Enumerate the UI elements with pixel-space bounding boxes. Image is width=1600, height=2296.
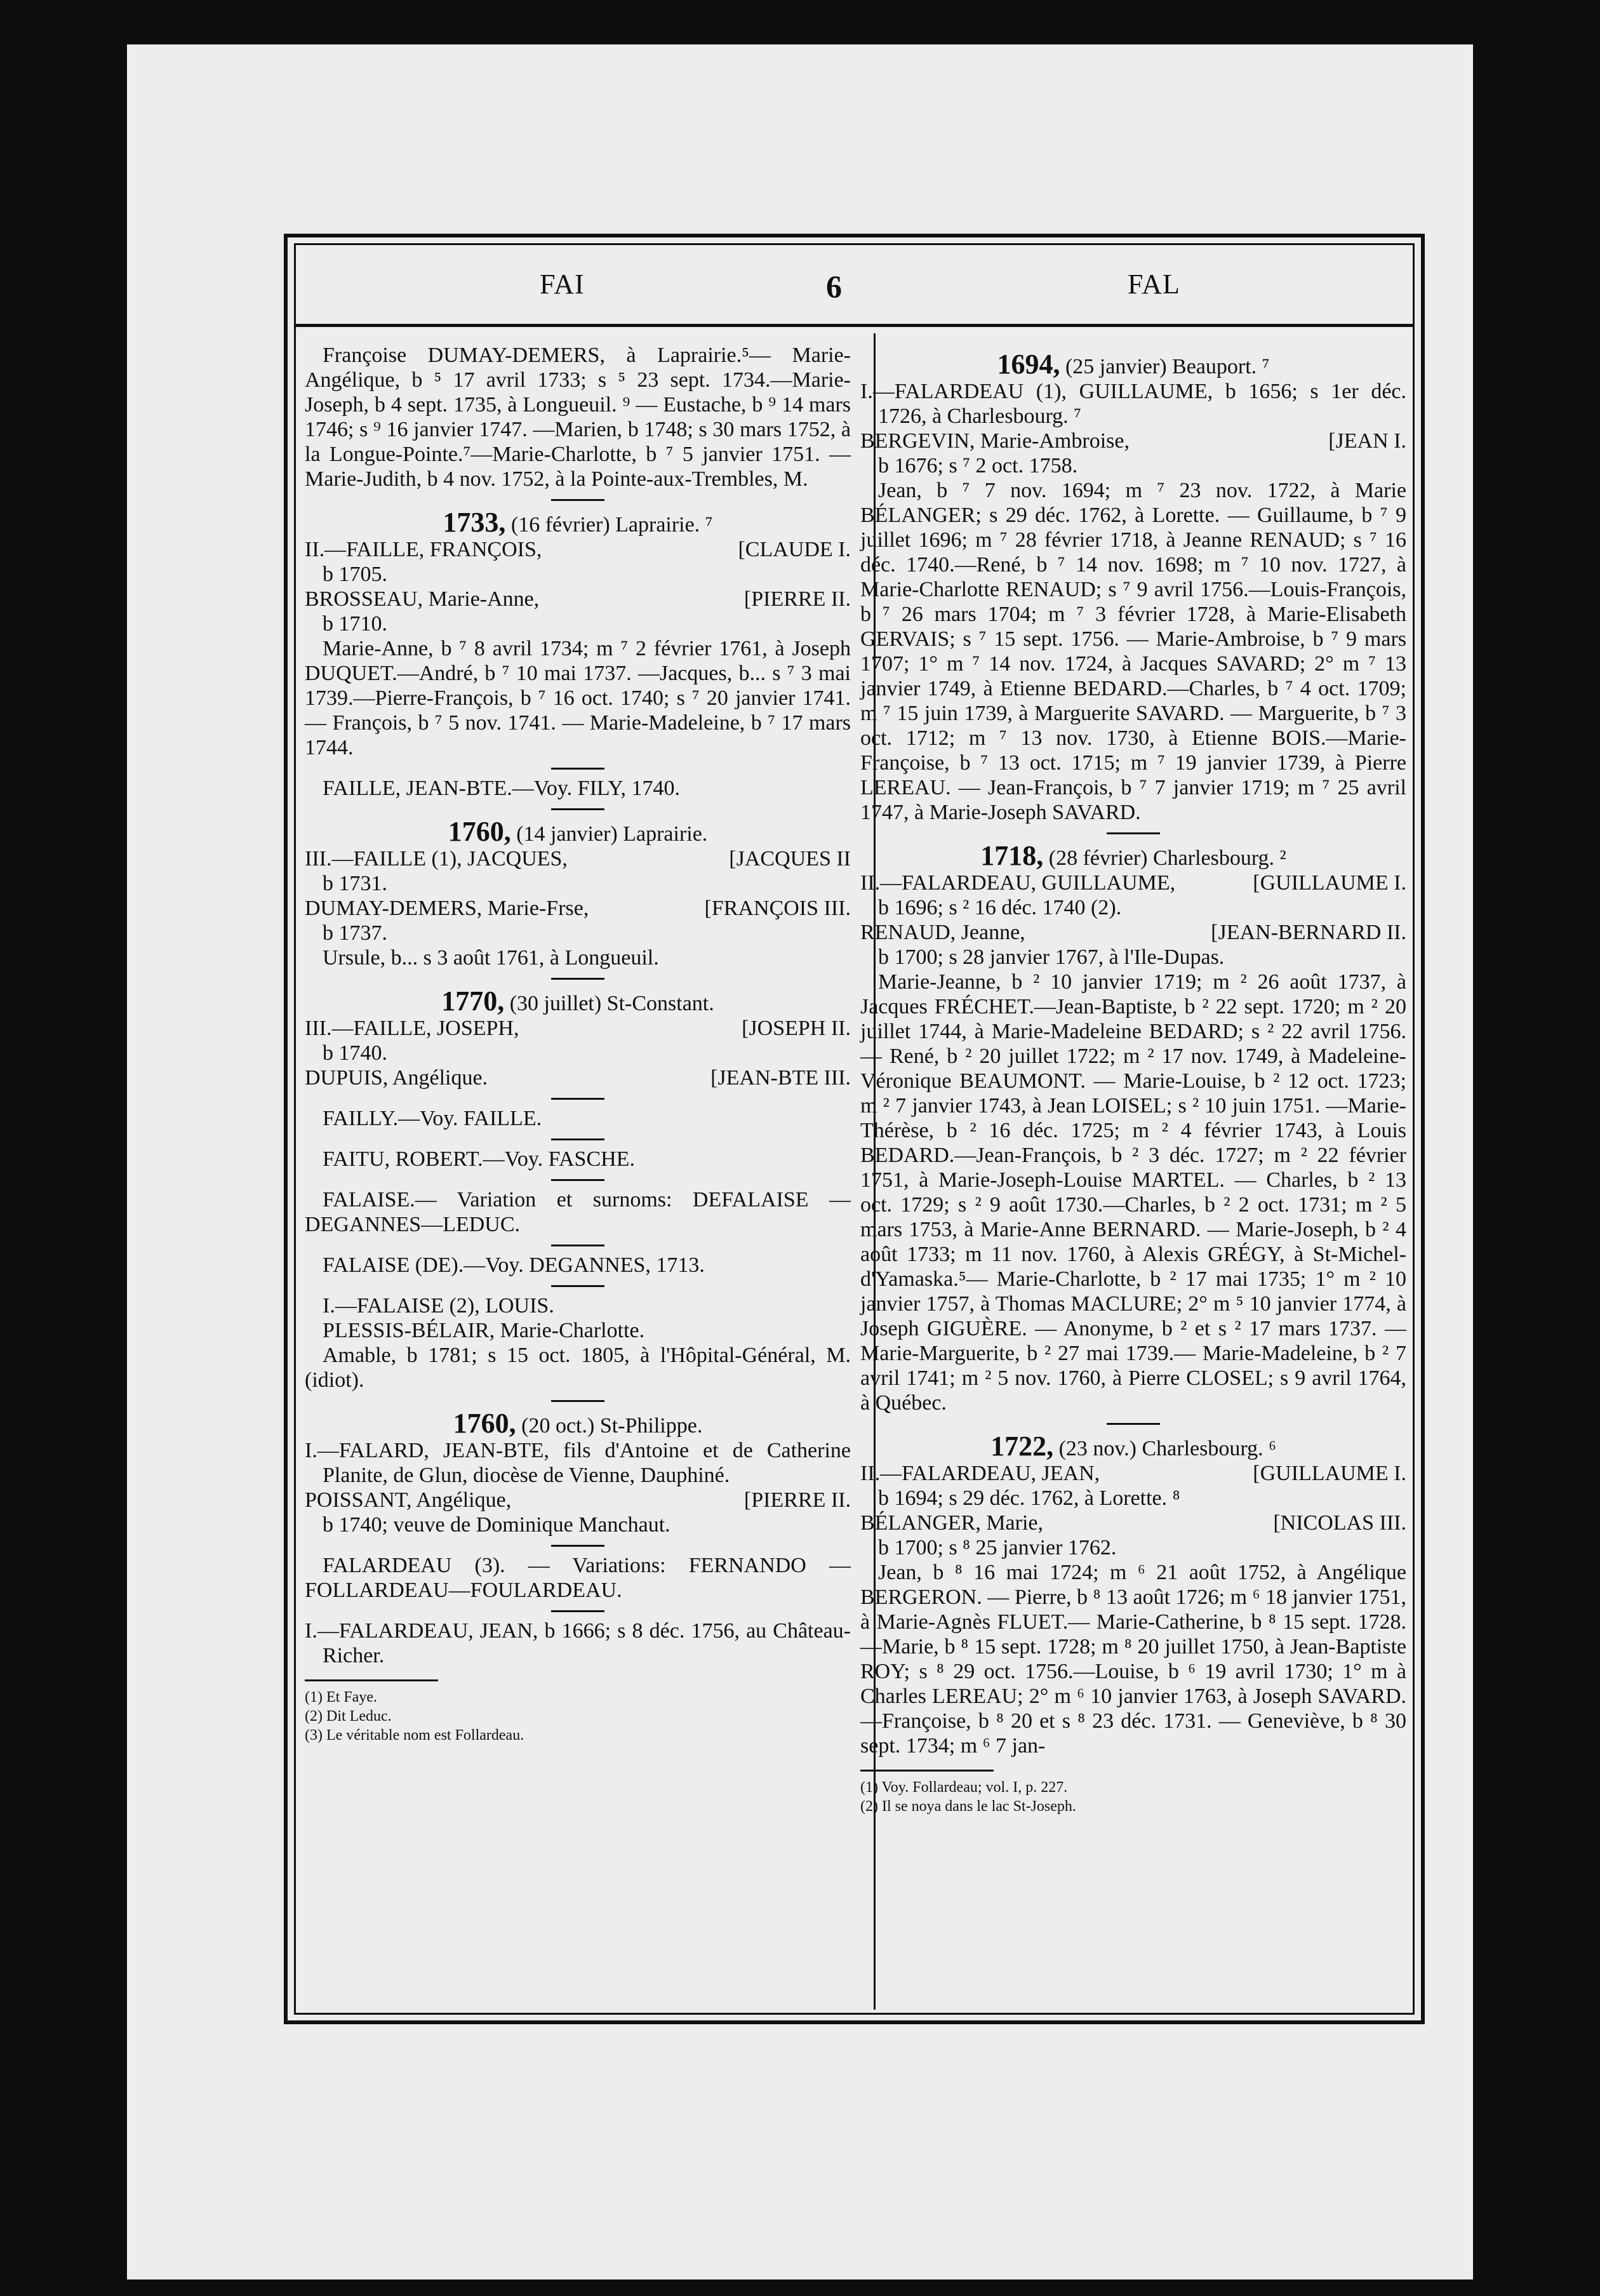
entry-paragraph: Marie-Anne, b ⁷ 8 avril 1734; m ⁷ 2 février 1761, à Joseph DUQUET.—André, b ⁷ 10 mai 1737. —Jacques, b... s ⁷ 3 mai 1739.—Pierre-François, b ⁷ 16 oct. 1740; s ⁷ 20 janvier 1741.— François, b ⁷ 5 nov. 1741. — Marie-Madeleine, b ⁷ 17 mars 1744. [305,637,851,759]
spouse-line [860,1511,1406,1535]
spouse-name: III.—FAILLE, JOSEPH, [305,1017,519,1040]
marriage-heading [860,349,1406,380]
marriage-year: 1733, [443,507,506,538]
entry-paragraph: I.—FALARDEAU, JEAN, b 1666; s 8 déc. 1756, au Château-Richer. [305,1619,851,1667]
entry-paragraph: I.—FALARD, JEAN-BTE, fils d'Antoine et de Catherine Planite, de Glun, diocèse de Vienne, Dauphiné. [305,1439,851,1487]
detail-line: b 1700; s 28 janvier 1767, à l'Ile-Dupas. [878,945,1225,969]
marriage-heading [305,816,851,847]
right-column [860,343,1406,1816]
detail-line: b 1731. [323,872,387,895]
parent-reference: [CLAUDE I. [738,538,851,561]
spouse-line [860,871,1406,895]
entry-separator [551,1545,604,1547]
detail-line: b 1700; s ⁸ 25 janvier 1762. [878,1536,1117,1559]
entry-paragraph: Jean, b ⁸ 16 mai 1724; m ⁶ 21 août 1752, à Angélique BERGERON. — Pierre, b ⁸ 13 août 1726; m ⁶ 18 janvier 1751, à Marie-Agnès FLUET.— Marie-Catherine, b ⁸ 15 sept. 1728.—Marie, b ⁸ 15 sept. 1728; m ⁸ 20 juillet 1750, à Jean-Baptiste ROY; s ⁸ 29 oct. 1756.—Louise, b ⁶ 19 avril 1730; 1° m à Charles LEREAU; 2° m ⁶ 10 janvier 1763, à Joseph SAVARD.—Françoise, b ⁸ 20 et s ⁸ 23 déc. 1731. — Geneviève, b ⁸ 30 sept. 1734; m ⁶ 7 jan- [860,1561,1406,1758]
entry-separator [551,808,604,810]
header-right-guide: FAL [1128,269,1180,300]
marriage-year: 1760, [453,1408,516,1439]
detail-line: b 1740; veuve de Dominique Manchaut. [323,1513,670,1537]
footnote: (1) Voy. Follardeau; vol. I, p. 227. [860,1779,1068,1796]
header-left-guide: FAI [540,269,585,300]
detail-line: b 1705. [323,563,387,586]
marriage-place: (30 juillet) St-Constant. [504,992,714,1015]
marriage-heading [860,1431,1406,1462]
marriage-place: (20 oct.) St-Philippe. [516,1414,703,1438]
spouse-line [860,429,1406,453]
spouse-name: BÉLANGER, Marie, [860,1511,1044,1535]
spouse-name: DUMAY-DEMERS, Marie-Frse, [305,897,589,920]
footnote: (2) Dit Leduc. [305,1708,392,1725]
entry-separator [551,1138,604,1140]
left-column-body [305,343,851,1668]
marriage-year: 1770, [441,985,505,1017]
marriage-place: (25 janvier) Beauport. ⁷ [1060,355,1270,378]
marriage-place: (28 février) Charlesbourg. ² [1043,846,1286,870]
left-footnotes [305,1688,851,1745]
entry-separator [551,1610,604,1612]
parent-reference: [FRANÇOIS III. [704,897,851,920]
detail-line: b 1740. [323,1041,387,1065]
page-number: 6 [826,269,843,304]
spouse-name: BERGEVIN, Marie-Ambroise, [860,429,1130,453]
entry-paragraph: I.—FALARDEAU (1), GUILLAUME, b 1656; s 1er déc. 1726, à Charlesbourg. ⁷ [860,380,1406,428]
entry-paragraph: FALAISE.— Variation et surnoms: DEFALAISE —DEGANNES—LEDUC. [305,1188,851,1236]
entry-separator [551,1179,604,1181]
marriage-place: (14 janvier) Laprairie. [510,822,708,846]
marriage-year: 1718, [980,840,1044,871]
marriage-year: 1694, [997,349,1060,380]
footnote: (3) Le véritable nom est Follardeau. [305,1727,524,1744]
entry-paragraph: I.—FALAISE (2), LOUIS. [323,1294,554,1318]
entry-separator [551,1400,604,1402]
entry-paragraph: Jean, b ⁷ 7 nov. 1694; m ⁷ 23 nov. 1722, à Marie BÉLANGER; s 29 déc. 1762, à Lorette. — Guillaume, b ⁷ 9 juillet 1696; m ⁷ 28 février 1718, à Jeanne RENAUD; s ⁷ 16 déc. 1740.—René, b ⁷ 14 nov. 1698; m ⁷ 10 nov. 1727, à Marie-Charlotte RENAUD; s ⁷ 9 avril 1756.—Louis-François, b ⁷ 26 mars 1704; m ⁷ 3 février 1728, à Marie-Elisabeth GERVAIS; s ⁷ 15 sept. 1756. — Marie-Ambroise, b ⁷ 9 mars 1707; 1° m ⁷ 14 nov. 1724, à Jacques SAVARD; 2° m ⁷ 13 janvier 1749, à Etienne BEDARD.—Charles, b ⁷ 4 oct. 1709; m ⁷ 15 juin 1739, à Marguerite SAVARD. — Marguerite, b ⁷ 3 oct. 1712; m ⁷ 13 nov. 1730, à Etienne BOIS.—Marie-Françoise, b ⁷ 13 oct. 1715; m ⁷ 19 janvier 1739, à Pierre LEREAU. — Jean-François, b ⁷ 7 janvier 1719; m ⁷ 25 avril 1747, à Marie-Joseph SAVARD. [860,479,1406,824]
footnote: (2) Il se noya dans le lac St-Joseph. [860,1798,1076,1815]
footnote-rule [860,1770,994,1772]
spouse-name: RENAUD, Jeanne, [860,921,1025,944]
marriage-place: (16 février) Laprairie. ⁷ [505,513,713,537]
spouse-name: BROSSEAU, Marie-Anne, [305,587,540,611]
entry-separator [551,978,604,980]
spouse-line [860,1461,1406,1486]
detail-line: b 1710. [323,612,387,636]
parent-reference: [GUILLAUME I. [1253,871,1406,895]
marriage-place: (23 nov.) Charlesbourg. ⁶ [1053,1437,1276,1460]
parent-reference: [JEAN-BTE III. [710,1066,851,1090]
entry-paragraph: Ursule, b... s 3 août 1761, à Longueuil. [323,946,659,970]
spouse-name: II.—FALARDEAU, GUILLAUME, [860,871,1176,895]
spouse-name: POISSANT, Angélique, [305,1488,512,1512]
entry-separator [1107,1423,1160,1425]
spouse-line [305,896,851,921]
parent-reference: [PIERRE II. [743,1488,851,1512]
marriage-year: 1722, [990,1431,1054,1462]
spouse-line [305,1065,851,1090]
left-column [305,343,851,1745]
spouse-line [305,1488,851,1512]
entry-separator [551,1245,604,1246]
marriage-heading [305,507,851,538]
parent-reference: [PIERRE II. [743,587,851,611]
marriage-year: 1760, [448,816,511,847]
entry-paragraph: FALARDEAU (3). — Variations: FERNANDO — FOLLARDEAU—FOULARDEAU. [305,1554,851,1602]
parent-reference: [NICOLAS III. [1273,1511,1406,1535]
parent-reference: [JEAN-BERNARD II. [1211,921,1406,944]
spouse-name: DUPUIS, Angélique. [305,1066,488,1090]
spouse-line [305,537,851,562]
spouse-name: II.—FAILLE, FRANÇOIS, [305,538,542,561]
detail-line: b 1696; s ² 16 déc. 1740 (2). [878,896,1122,919]
spouse-line [860,920,1406,945]
detail-line: b 1737. [323,921,387,945]
detail-line: PLESSIS-BÉLAIR, Marie-Charlotte. [323,1319,645,1342]
spouse-name: II.—FALARDEAU, JEAN, [860,1462,1100,1485]
right-column-body [860,349,1406,1758]
marriage-heading [305,1408,851,1439]
entry-paragraph: FAILLE, JEAN-BTE.—Voy. FILY, 1740. [323,777,680,800]
entry-paragraph: FALAISE (DE).—Voy. DEGANNES, 1713. [323,1253,705,1277]
parent-reference: [JACQUES II [729,847,851,871]
entry-separator [1107,832,1160,834]
detail-line: b 1676; s ⁷ 2 oct. 1758. [878,454,1078,477]
entry-paragraph: Françoise DUMAY-DEMERS, à Laprairie.⁵— Marie-Angélique, b ⁵ 17 avril 1733; s ⁵ 23 sept. 1734.—Marie-Joseph, b 4 sept. 1735, à Longueuil. ⁹ — Eustache, b ⁹ 14 mars 1746; s ⁹ 16 janvier 1747. —Marien, b 1748; s 30 mars 1752, à la Longue-Pointe.⁷—Marie-Charlotte, b ⁷ 5 janvier 1751. — Marie-Judith, b 4 nov. 1752, à la Pointe-aux-Trembles, M. [305,344,851,491]
entry-separator [551,1098,604,1100]
entry-separator [551,499,604,501]
parent-reference: [JEAN I. [1328,429,1406,453]
entry-paragraph: FAITU, ROBERT.—Voy. FASCHE. [323,1147,635,1171]
parent-reference: [JOSEPH II. [742,1017,851,1040]
entry-paragraph: Amable, b 1781; s 15 oct. 1805, à l'Hôpital-Général, M. (idiot). [305,1344,851,1392]
entry-paragraph: FAILLY.—Voy. FAILLE. [323,1107,542,1130]
spouse-line [305,1016,851,1041]
right-footnotes [860,1778,1406,1816]
footnote-rule [305,1679,438,1681]
marriage-heading [305,985,851,1017]
spouse-name: III.—FAILLE (1), JACQUES, [305,847,568,871]
spouse-line [305,846,851,871]
spouse-line [305,587,851,611]
entry-separator [551,768,604,770]
detail-line: b 1694; s 29 déc. 1762, à Lorette. ⁸ [878,1486,1180,1510]
entry-paragraph: Marie-Jeanne, b ² 10 janvier 1719; m ² 26 août 1737, à Jacques FRÉCHET.—Jean-Baptiste, b ² 22 sept. 1720; m ² 20 juillet 1744, à Marie-Madeleine BEDARD; s ² 22 avril 1756. — René, b ² 20 juillet 1722; m ² 17 nov. 1749, à Madeleine-Véronique BEAUMONT. — Marie-Louise, b ² 12 oct. 1723; m ² 7 janvier 1743, à Jean LOISEL; s ² 10 juin 1751. —Marie-Thérèse, b ² 16 déc. 1725; m ² 4 février 1743, à Louis BEDARD.—Jean-François, b ² 3 déc. 1727; m ² 22 février 1751, à Marie-Joseph-Louise MARTEL. — Charles, b ² 13 oct. 1729; s ² 9 août 1730.—Charles, b ² 2 oct. 1731; m ² 5 mars 1753, à Marie-Anne BERNARD. — Marie-Joseph, b ² 4 août 1733; m 11 nov. 1760, à Alexis GRÉGY, à St-Michel-d'Yamaska.⁵— Marie-Charlotte, b ² 17 mai 1735; 1° m ² 10 janvier 1757, à Thomas MACLURE; 2° m ⁵ 10 janvier 1774, à Joseph GIGUÈRE. — Anonyme, b ² et s ² 17 mars 1737. — Marie-Marguerite, b ² 27 mai 1739.— Marie-Madeleine, b ² 7 avril 1741; m ² 5 nov. 1760, à Pierre CLOSEL; s 9 avril 1764, à Québec. [860,970,1406,1415]
entry-separator [551,1285,604,1287]
parent-reference: [GUILLAUME I. [1253,1462,1406,1485]
footnote: (1) Et Faye. [305,1689,377,1705]
marriage-heading [860,840,1406,871]
running-header [296,254,1413,327]
